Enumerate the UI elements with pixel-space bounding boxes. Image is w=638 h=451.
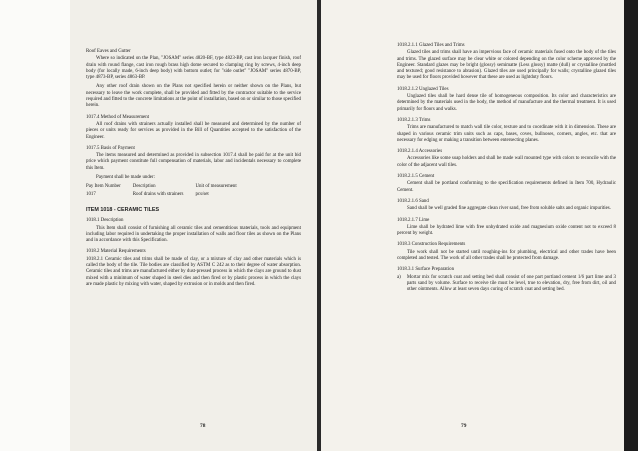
pay-header-number: Pay Item Number xyxy=(86,184,121,190)
roof-drain-paragraph: Where so indicated on the Plan, "JOSAM" series 4820-BF, type 4823-BP, cast iron lacquer finish, roof drain with round flange, cast iron rough brass high dome secured to clamping ring by screws, 4-inch deep body (for locally made, 6-inch deep body) with bottom outlet; for "side outlet" "JOSAM" series 4870-BP, type 4873-BP, series 4863-BP. xyxy=(86,56,301,81)
basis-of-payment-heading: 1017.5 Basis of Payment xyxy=(86,145,135,151)
glazed-tiles-heading: 1018.2.1.1 Glazed Tiles and Trims xyxy=(397,43,465,48)
unglazed-tiles-heading: 1018.2.1.2 Unglazed Tiles xyxy=(397,86,449,92)
right-page xyxy=(321,0,638,451)
lime-heading: 1018.2.1.7 Lime xyxy=(397,217,430,223)
left-page xyxy=(0,0,317,451)
pay-item-table xyxy=(86,184,249,199)
cement-heading: 1018.2.1.5 Cement xyxy=(397,174,435,180)
glazed-tiles-paragraph: Glazed tiles and trims shall have an impervious face of ceramic materials fused onto the body of the tiles and trims. The glazed surface may be clear white or colored depending on the color scheme approved by the Engineer. Standard glazes may be bright (glossy) semimatte (Less glossy) matte (dull) or crystalline (mottled and textured; good resistance to abrasion). Glazed tiles are used principally for walls; crystalline glazed tiles may be used for floors provided however that these are used as lightduty floors. xyxy=(397,50,616,81)
pay-item-unit: pcs/set xyxy=(195,191,209,197)
method-of-measurement-paragraph: All roof drains with strainers actually installed shall be measured and determined by the number of pieces or units ready for services as provided in the Bill of Quantities accepted to the satisfaction of the Engineer. xyxy=(86,121,301,140)
basis-of-payment-paragraph: The items measured and determined as provided in subsection 1017.4 shall be paid for at the unit bid price which payment constitute full compensation of materials, labor and incidentals necessary to complete this Item. xyxy=(86,153,301,171)
list-item xyxy=(397,275,616,297)
pay-item-description: Roof drains with strainers xyxy=(132,191,184,197)
trims-paragraph: Trims are manufactured to match wall tile color, texture and to coordinate with it in dimension. These are shaped in various ceramic trim units such as caps, bases, coves, bullnoses, corners, angles, etc. that are necessary for edging or making a transition between entersecting planes. xyxy=(397,125,616,143)
page-number-left: 78 xyxy=(200,422,206,429)
list-item-label: a) xyxy=(397,274,401,280)
accessories-paragraph: Accessories like some soap holders and shall be made wall mounted type with colors to reconcile with the color of the adjacent wall tiles. xyxy=(397,156,616,168)
trims-heading: 1018.2.1.3 Trims xyxy=(397,117,431,123)
material-requirements-heading: 1018.2 Material Requirements xyxy=(86,249,146,255)
cement-paragraph: Cement shall be portland conforming to the specification requirements defined in Item 700, Hydraulic Cement. xyxy=(397,181,616,193)
lime-paragraph: Lime shall be hydrated lime with free unhydrated oxide and magnesium oxide content not to exceed 8 percent by weight. xyxy=(397,224,616,237)
surface-preparation-heading: 1018.3.1 Surface Preparation xyxy=(397,267,455,273)
page-number-right: 79 xyxy=(461,422,467,429)
ceramic-tiles-paragraph: 1018.2.1 Ceramic tiles and trims shall be made of clay, or a mixture of clay and other materials which is called the body of the tile. Tile bodies are classified by ASTM C 242 as to their degree of water absorption. Ceramic tiles and trims are manufactured either by dust-pressed process in which the clays are ground to dust mixed with a minimum of water shaped in steel dies and then fired or by plastic process in which the clays are made plastic by mixing with water, shaped by extrusion or in molds and then fired. xyxy=(86,256,301,287)
construction-requirements-paragraph: Tile work shall not be started until roughing-ins for plumbing, electrical and other trades have been completed and tested. The work of all other trades shall be protected from damage. xyxy=(397,249,616,262)
accessories-heading: 1018.2.1.4 Accessories xyxy=(397,149,443,155)
pay-header-description: Description xyxy=(132,184,156,190)
pay-item-number: 1017 xyxy=(86,191,96,197)
unglazed-tiles-paragraph: Unglazed tiles shall be hard dense tile of homogeneous composition. Its color and characteristics are determined by the materials used in the body, the method of manufacture and the thermal treatment. It is used primarily for floors and walks. xyxy=(397,94,616,112)
pay-header-unit: Unit of measurement xyxy=(195,184,237,190)
roof-eaves-heading: Roof Eaves and Gutter xyxy=(86,49,131,54)
construction-requirements-heading: 1018.3 Construction Requirements xyxy=(397,242,466,248)
payment-intro: Payment shall be made under: xyxy=(96,175,155,181)
sand-heading: 1018.2.1.6 Sand xyxy=(397,198,429,204)
pay-table-row xyxy=(86,192,249,199)
mortar-mix-paragraph: Mortar mix for scratch coat and setting bed shall consist of one part portland cement 1/6 part lime and 3 parts sand by volume. Surface to receive tile must be level, true to elevation, dry, free from dirt, oil and other ointments. Allow at least seven days curing of scratch coat and setting bed. xyxy=(406,274,616,293)
pay-table-header-row xyxy=(86,184,249,191)
method-of-measurement-heading: 1017.4 Method of Measurement xyxy=(86,114,150,120)
description-paragraph: This Item shall consist of furnishing all ceramic tiles and cementitious materials, tools and equipment including labor required in undertaking the proper installation of walls and floor tiles as shown on the Plans and in accordance with this Specification. xyxy=(86,225,301,244)
sand-paragraph: Sand shall be well graded fine aggregate clean river sand, free from soluble salts and organic impurities. xyxy=(407,206,611,212)
description-heading: 1018.1 Description xyxy=(86,218,124,224)
item-1018-heading: ITEM 1018 - CERAMIC TILES xyxy=(86,206,160,213)
roof-drain-other-paragraph: Any other roof drain shown on the Plans not specified herein or neither shown on the Plans, but necessary to leave the work complete, shall be provided and fitted by the contractor suitable to the service required and fitted to the concrete limitations at the point of installation, based on or similar to those specified herein. xyxy=(86,84,301,109)
